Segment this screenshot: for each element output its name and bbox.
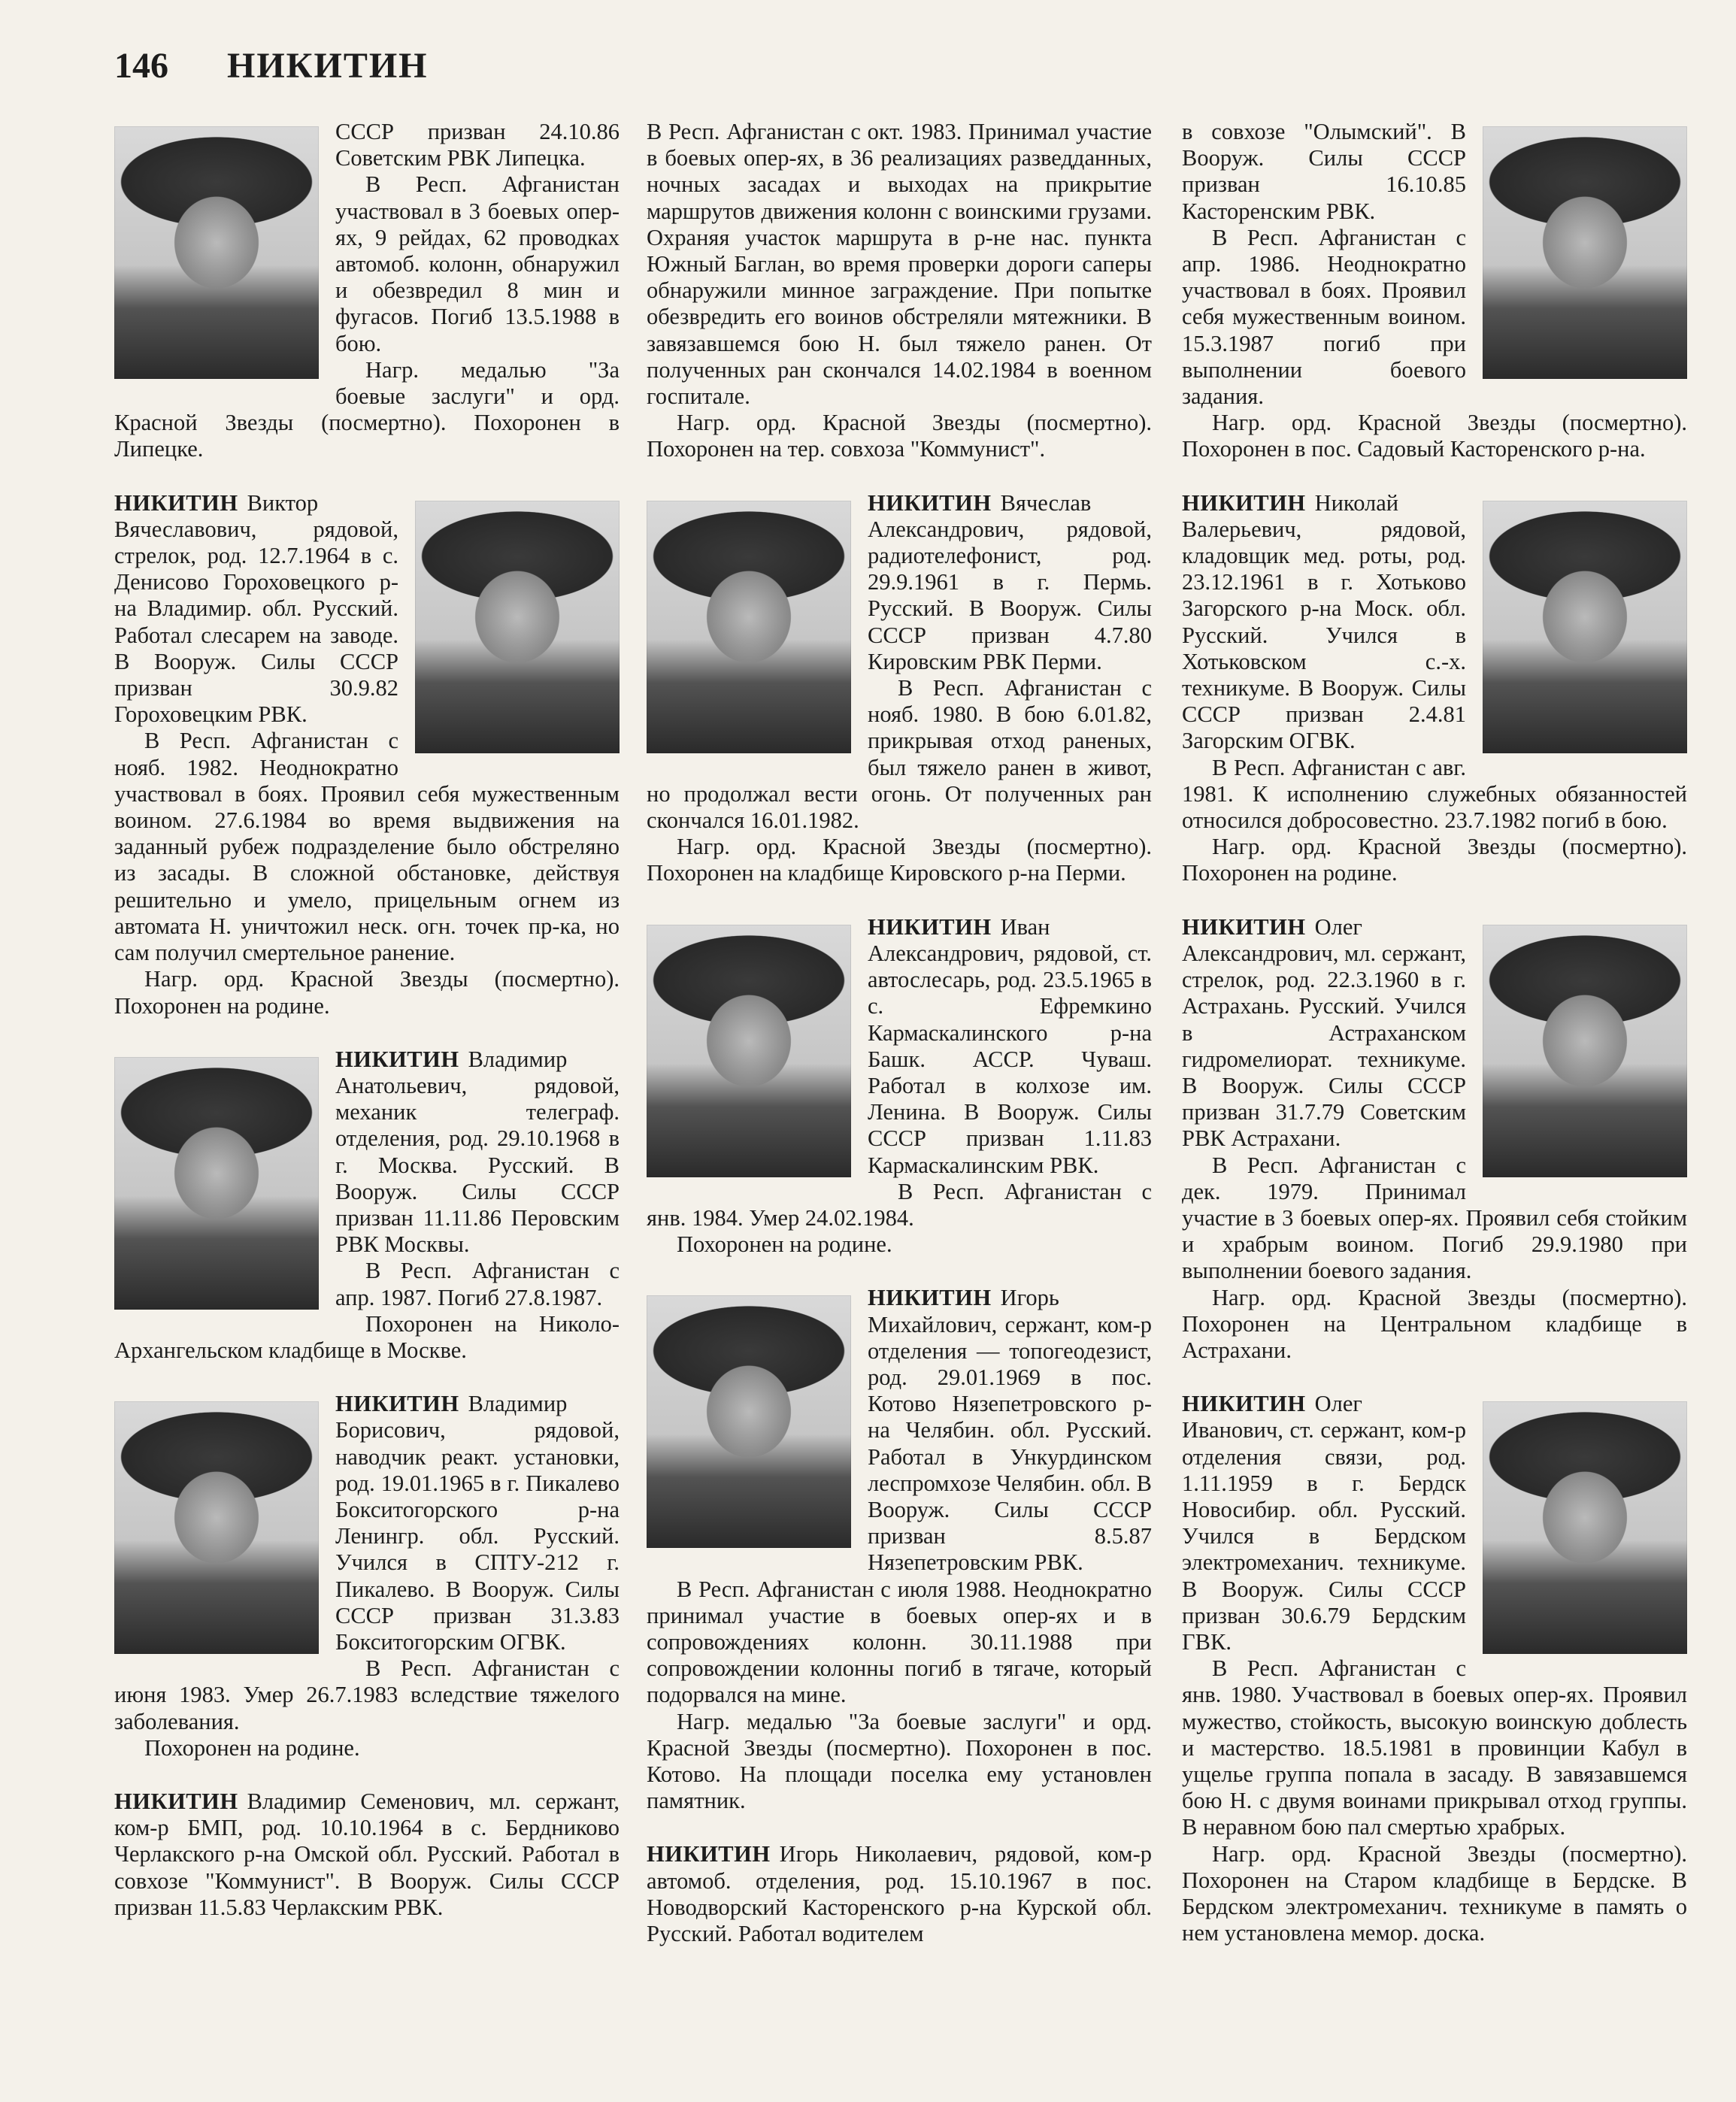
entry-text: Нагр. медалью "За боевые заслуги" и орд. Красной Звезды (посмертно). Похоронен в Липецке. [114,356,620,462]
entry-text: в совхозе "Олымский". В Вооруж. Силы СССР призван 16.10.85 Касторенским РВК. [1182,119,1466,224]
entry-paragraph [1182,1285,1687,1364]
entry-lead-paragraph [114,1391,620,1655]
entry-paragraph [647,834,1152,886]
entry-text: В Респ. Афганистан участвовал в 3 боевых опер-ях, 9 рейдах, 62 проводках автомоб. колонн, обнаружил и обезвредил 8 мин и фугасов. Погиб 13.5.1988 в бою. [335,171,620,356]
running-title: НИКИТИН [227,46,429,86]
entry-surname: НИКИТИН [868,913,992,940]
entry-surname: НИКИТИН [1182,913,1306,940]
entry-text: Виктор Вячеславович, рядовой, стрелок, род. 12.7.1964 в с. Денисово Гороховецкого р-на Владимир. обл. Русский. Работал слесарем на заводе. В Вооруж. Силы СССР призван 30.9.82 Гороховецким РВК. [114,489,398,728]
entry-text: Нагр. орд. Красной Звезды (посмертно). Похоронен на родине. [1182,834,1687,886]
biography-entry [647,1841,1152,1947]
entry-paragraph [647,1577,1152,1709]
entry-text: Похоронен на родине. [144,1734,360,1761]
entry-text: В Респ. Афганистан с нояб. 1982. Неоднократно участвовал в боях. Проявил себя мужественным воином. 27.6.1984 во время выдвижения на заданный рубеж подразделение было обстреляно из засады. В сложной обстановке, действуя решительно и умело, прицельным огнем из автомата Н. уничтожил неск. огн. точек пр-ка, но сам получил смертельное ранение. [114,728,620,966]
entry-text: В Респ. Афганистан с июня 1983. Умер 26.7.1983 вследствие тяжелого заболевания. [114,1655,620,1734]
biography-entry [114,1046,620,1364]
entry-lead-paragraph [647,1285,1152,1576]
biography-entry [647,490,1152,887]
entry-paragraph [1182,834,1687,886]
entry-lead-paragraph [114,1789,620,1921]
biography-entry [1182,119,1687,463]
biography-entry [114,1391,620,1761]
entry-paragraph [647,1709,1152,1815]
portrait-photo [1483,925,1687,1177]
entry-lead-paragraph [647,1841,1152,1947]
entry-text: В Респ. Афганистан с апр. 1986. Неоднократно участвовал в боях. Проявил себя мужественным воином. 15.3.1987 погиб при выполнении боевого задания. [1182,224,1466,410]
entry-surname: НИКИТИН [335,1391,459,1417]
entry-text: Владимир Борисович, рядовой, наводчик реакт. установки, род. 19.01.1965 в г. Пикалево Бокситогорского р-на Ленингр. обл. Русский. Учился в СПТУ-212 г. Пикалево. В Вооруж. Силы СССР призван 31.3.83 Бокситогорским ОГВК. [335,1391,620,1655]
entry-lead-paragraph [114,1046,620,1258]
entry-lead-paragraph [647,490,1152,675]
entry-paragraph [114,1735,620,1761]
entry-text: Иван Александрович, рядовой, ст. автослесарь, род. 23.5.1965 в с. Ефремкино Кармаскалинского р-на Башк. АССР. Чуваш. Работал в колхозе им. Ленина. В Вооруж. Силы СССР призван 1.11.83 Кармаскалинским РВК. [868,913,1152,1178]
entry-text: В Респ. Афганистан с нояб. 1980. В бою 6.01.82, прикрывая отход раненых, был тяжело ранен в живот, но продолжал вести огонь. От полученных ран скончался 16.01.1982. [647,675,1152,834]
entry-text: Нагр. медалью "За боевые заслуги" и орд. Красной Звезды (посмертно). Похоронен в пос. Котово. На площади поселка ему установлен памятник. [647,1708,1152,1814]
entry-text: Нагр. орд. Красной Звезды (посмертно). Похоронен на кладбище Кировского р-на Перми. [647,834,1152,886]
biography-entry [1182,490,1687,887]
portrait-photo [647,501,851,753]
entry-text: В Респ. Афганистан с апр. 1987. Погиб 27.8.1987. [335,1258,620,1310]
entry-text: В Респ. Афганистан с июля 1988. Неоднократно принимал участие в боевых опер-ях и в сопровождениях колонн. 30.11.1988 при сопровождении колонны погиб в тягаче, который подорвался на мине. [647,1576,1152,1708]
column-2 [647,119,1152,1974]
entry-lead-paragraph [647,914,1152,1179]
entry-surname: НИКИТИН [335,1046,459,1072]
entry-paragraph [1182,410,1687,462]
portrait-photo [114,1401,319,1654]
biography-entry [114,1789,620,1921]
entry-text: Нагр. орд. Красной Звезды (посмертно). Похоронен на тер. совхоза "Коммунист". [647,410,1152,462]
entry-paragraph [114,1655,620,1735]
entry-paragraph [114,1311,620,1364]
entry-paragraph [647,410,1152,462]
page-header [114,45,429,90]
entry-text: Вячеслав Александрович, рядовой, радиотелефонист, род. 29.9.1961 в г. Пермь. Русский. В Вооруж. Силы СССР призван 4.7.80 Кировским РВК Перми. [868,489,1152,674]
entry-surname: НИКИТИН [868,1285,992,1311]
entry-surname: НИКИТИН [1182,489,1306,516]
biography-entry [114,490,620,1019]
entry-paragraph [1182,1841,1687,1947]
entry-paragraph [114,966,620,1019]
entry-text: Владимир Анатольевич, рядовой, механик телеграф. отделения, род. 29.10.1968 в г. Москва. Русский. В Вооруж. Силы СССР призван 11.11.86 Перовским РВК Москвы. [335,1046,620,1258]
entry-lead-paragraph [647,119,1152,410]
entry-text: Игорь Николаевич, рядовой, ком-р автомоб. отделения, род. 15.10.1967 в пос. Новодворский Касторенского р-на Курской обл. Русский. Работал водителем [647,1841,1152,1946]
column-3 [1182,119,1687,1973]
entry-paragraph [114,728,620,966]
page-number: 146 [114,46,168,86]
entry-text: Нагр. орд. Красной Звезды (посмертно). Похоронен на Старом кладбище в Бердске. В Бердском электромеханич. техникуме в память о нем установлена мемор. доска. [1182,1840,1687,1946]
entry-text: В Респ. Афганистан с янв. 1980. Участвовал в боевых опер-ях. Проявил мужество, стойкость, высокую воинскую доблесть и мастерство. 18.5.1981 в провинции Кабул в ущелье группа попала в засаду. В завязавшемся бою Н. с двумя воинами прикрывал отход группы. В неравном бою пал смертью храбрых. [1182,1655,1687,1840]
portrait-photo [114,1057,319,1310]
entry-text: Похоронен на родине. [677,1231,892,1258]
portrait-photo [647,925,851,1177]
entry-text: Николай Валерьевич, рядовой, кладовщик мед. роты, род. 23.12.1961 в г. Хотьково Загорского р-на Моск. обл. Русский. Учился в Хотьковском с.-х. техникуме. В Вооруж. Силы СССР призван 2.4.81 Загорским ОГВК. [1182,489,1466,754]
entry-text: Нагр. орд. Красной Звезды (посмертно). Похоронен на родине. [114,966,620,1019]
entry-surname: НИКИТИН [868,489,992,516]
entry-surname: НИКИТИН [114,489,238,516]
entry-surname: НИКИТИН [114,1788,238,1814]
entry-surname: НИКИТИН [1182,1391,1306,1417]
biography-entry [114,119,620,463]
entry-paragraph [647,1231,1152,1258]
entry-text: Владимир Семенович, мл. сержант, ком-р БМП, род. 10.10.1964 в с. Бердниково Черлакского р-на Омской обл. Русский. Работал в совхозе "Коммунист". В Вооруж. Силы СССР призван 11.5.83 Черлакским РВК. [114,1788,620,1920]
portrait-photo [1483,1401,1687,1654]
entry-text: Олег Александрович, мл. сержант, стрелок, род. 22.3.1960 в г. Астрахань. Русский. Учился в Астраханском гидромелиорат. техникуме. В Вооруж. Силы СССР призван 31.7.79 Советским РВК Астрахани. [1182,913,1467,1152]
entry-text: Олег Иванович, ст. сержант, ком-р отделения связи, род. 1.11.1959 в г. Бердск Новосибир. обл. Русский. Учился в Бердском электромеханич. техникуме. В Вооруж. Силы СССР призван 30.6.79 Бердским ГВК. [1182,1391,1466,1655]
entry-text: СССР призван 24.10.86 Советским РВК Липецка. [335,119,620,171]
biography-entry [1182,914,1687,1364]
portrait-photo [1483,501,1687,753]
entry-text: В Респ. Афганистан с авг. 1981. К исполнению служебных обязанностей относился добросовестно. 23.7.1982 погиб в бою. [1182,754,1687,834]
biography-entry [647,119,1152,463]
portrait-photo [647,1295,851,1548]
entry-lead-paragraph [1182,490,1687,755]
entry-paragraph [647,1179,1152,1231]
column-1 [114,119,620,1948]
entry-text: В Респ. Афганистан с окт. 1983. Принимал участие в боевых опер-ях, в 36 реализациях разведданных, ночных засадах и выходах на прикрытие маршрутов движения колонн с воинскими грузами. Охраняя участок маршрута в р-не нас. пункта Южный Баглан, во время проверки дороги саперы обнаружили минное заграждение. При попытке обезвредить его воинов обстреляли мятежники. В завязавшемся бою Н. был тяжело ранен. От полученных ран скончался 14.02.1984 в военном госпитале. [647,119,1152,410]
entry-text: Похоронен на Николо-Архангельском кладбище в Москве. [114,1310,620,1363]
portrait-photo [415,501,620,753]
entry-lead-paragraph [1182,914,1687,1152]
entry-surname: НИКИТИН [647,1841,771,1867]
entry-text: Нагр. орд. Красной Звезды (посмертно). Похоронен в пос. Садовый Касторенского р-на. [1182,410,1687,462]
biography-entry [647,1285,1152,1814]
entry-paragraph [1182,1655,1687,1840]
entry-text: Нагр. орд. Красной Звезды (посмертно). Похоронен на Центральном кладбище в Астрахани. [1182,1284,1687,1363]
entry-text: В Респ. Афганистан с янв. 1984. Умер 24.02.1984. [647,1178,1152,1231]
portrait-photo [1483,126,1687,379]
entry-lead-paragraph [1182,1391,1687,1655]
biography-entry [1182,1391,1687,1946]
portrait-photo [114,126,319,379]
entry-text: В Респ. Афганистан с дек. 1979. Принимал участие в 3 боевых опер-ях. Проявил себя стойким и храбрым воином. Погиб 29.9.1980 при выполнении боевого задания. [1182,1152,1687,1284]
entry-paragraph [1182,755,1687,834]
entry-text: Игорь Михайлович, сержант, ком-р отделения — топогеодезист, род. 29.01.1969 в пос. Котово Нязепетровского р-на Челябин. обл. Русский. Работал в Ункурдинском леспромхозе Челябин. обл. В Вооруж. Силы СССР призван 8.5.87 Нязепетровским РВК. [868,1285,1152,1576]
biography-entry [647,914,1152,1258]
entry-lead-paragraph [114,490,620,728]
